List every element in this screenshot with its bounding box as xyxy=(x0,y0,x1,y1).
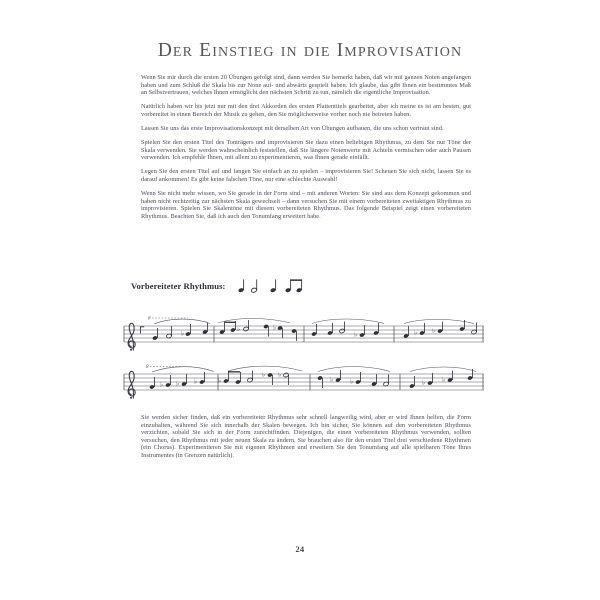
svg-text:♭: ♭ xyxy=(160,381,164,389)
svg-text:♭: ♭ xyxy=(237,326,241,333)
svg-text:♭: ♭ xyxy=(181,330,185,338)
body-paragraph: Lassen Sie uns das erste Improvisationskonzept mit derselben Art von Übungen aufbauen, die uns schon vertraut sind. xyxy=(141,124,444,132)
svg-text:♭: ♭ xyxy=(350,378,354,386)
svg-text:8: 8 xyxy=(148,316,151,322)
svg-text:♭: ♭ xyxy=(194,378,198,386)
svg-text:♭: ♭ xyxy=(218,377,222,385)
svg-text:♭: ♭ xyxy=(176,380,180,388)
closing-paragraph: Sie werden sicher finden, daß ein vorbereiteter Rhythmus sehr schnell langweilig wird, aber er wird Ihnen helfen, die Form einzuhalten, während Sie sich innerhalb der Skalen bewegen. Ich bin sicher, Sie können auf den vorbereiteten Rhythmus verzichten, sobald Sie sich in der Form zurechtfinden. Diejenigen, die einen vorbereiteten Rhythmus verwenden, sollten versuchen, den Rhythmus mit jeder neuen Skala zu ändern. Sie brauchen also für den ersten Titel drei verschiedene Rhythmen (ein Chorus). Experimentieren Sie mit eigenen Rhythmen und erweitern Sie den Tonumfang auf alle spielbaren Töne Ihres Instrumentes (in Grenzen natürlich). xyxy=(141,414,471,459)
page-title-block xyxy=(110,40,510,62)
svg-text:♭: ♭ xyxy=(442,376,446,384)
svg-text:♭: ♭ xyxy=(262,371,266,379)
body-paragraph: Wenn Sie mir durch die ersten 20 Übungen gefolgt sind, dann werden Sie bemerkt haben, daß wir mit ganzen Noten angefangen haben und zum Schluß die Skala bis zur None auf- und abwärts gespielt haben. Ich glaube, das gibt Ihnen ein bestimmtes Maß an Selbstvertrauen, welches Ihnen ermöglicht den nächsten Schritt zu tun, nämlich die eigentliche Improvisation. xyxy=(141,74,471,97)
music-staff-system-1 xyxy=(118,312,486,354)
body-paragraph: Natürlich haben wir bis jetzt nur mit den drei Akkorden des ersten Plattentitels gearbeitet, aber ich meine es ist am besten, gut vorbereitet in einen Bereich der Musik zu gehen, den Sie möglicherweise vorher noch nie betreten haben. xyxy=(141,103,471,118)
prepared-rhythm-row xyxy=(131,277,313,295)
prepared-rhythm-notation xyxy=(235,277,313,295)
page-number: 24 xyxy=(295,545,305,554)
svg-text:♭: ♭ xyxy=(414,329,418,337)
closing-text-column xyxy=(141,414,471,466)
body-text-column xyxy=(141,74,471,227)
svg-text:8: 8 xyxy=(146,365,149,370)
svg-text:♭: ♭ xyxy=(273,324,277,332)
page-title: Der Einstieg in die Improvisation xyxy=(157,40,463,61)
svg-text:♭: ♭ xyxy=(330,376,334,384)
body-paragraph: Legen Sie den ersten Titel auf und fangen Sie einfach an zu spielen – improvisieren Sie! Scheuen Sie sich nicht, lassen Sie es darauf ankommen! Es gibt keine falschen Töne, nur eine schlechte Auswahl! xyxy=(141,168,471,183)
body-paragraph: Spielen Sie den ersten Titel des Tonträgers und improvisieren Sie dazu einen beliebigen Rhythmus, zu dem Sie nur Töne der Skala verwenden. Sie werden wahrscheinlich feststellen, daß Sie längere Notenwerte mit Achteln vermischen oder auch Pausen verwenden. Ich empfehle Ihnen, mit allem zu experimentieren, was Ihnen gerade einfällt. xyxy=(141,139,471,162)
music-staff-system-2 xyxy=(118,360,486,402)
svg-text:♭: ♭ xyxy=(278,371,282,379)
svg-text:♭: ♭ xyxy=(432,327,436,335)
svg-text:♭: ♭ xyxy=(422,379,426,387)
body-paragraph: Wenn Sie nicht mehr wissen, wo Sie gerade in der Form sind – mit anderen Worten: Sie sind aus dem Konzept gekommen und haben nicht rechtzeitig zur nächsten Skala gewechselt – dann versuchen Sie mit einem vorbereiteten zweitaktigen Rhythmus zu improvisieren. Spielen Sie Skalentöne mit diesem vorbereiteten Rhythmus. Das folgende Beispiel zeigt einen vorbereiteten Rhythmus. Beachten Sie, daß ich auch den Tonumfang erweitert habe. xyxy=(141,190,471,220)
svg-text:♭: ♭ xyxy=(354,331,358,339)
prepared-rhythm-label: Vorbereiteter Rhythmus: xyxy=(131,281,226,291)
